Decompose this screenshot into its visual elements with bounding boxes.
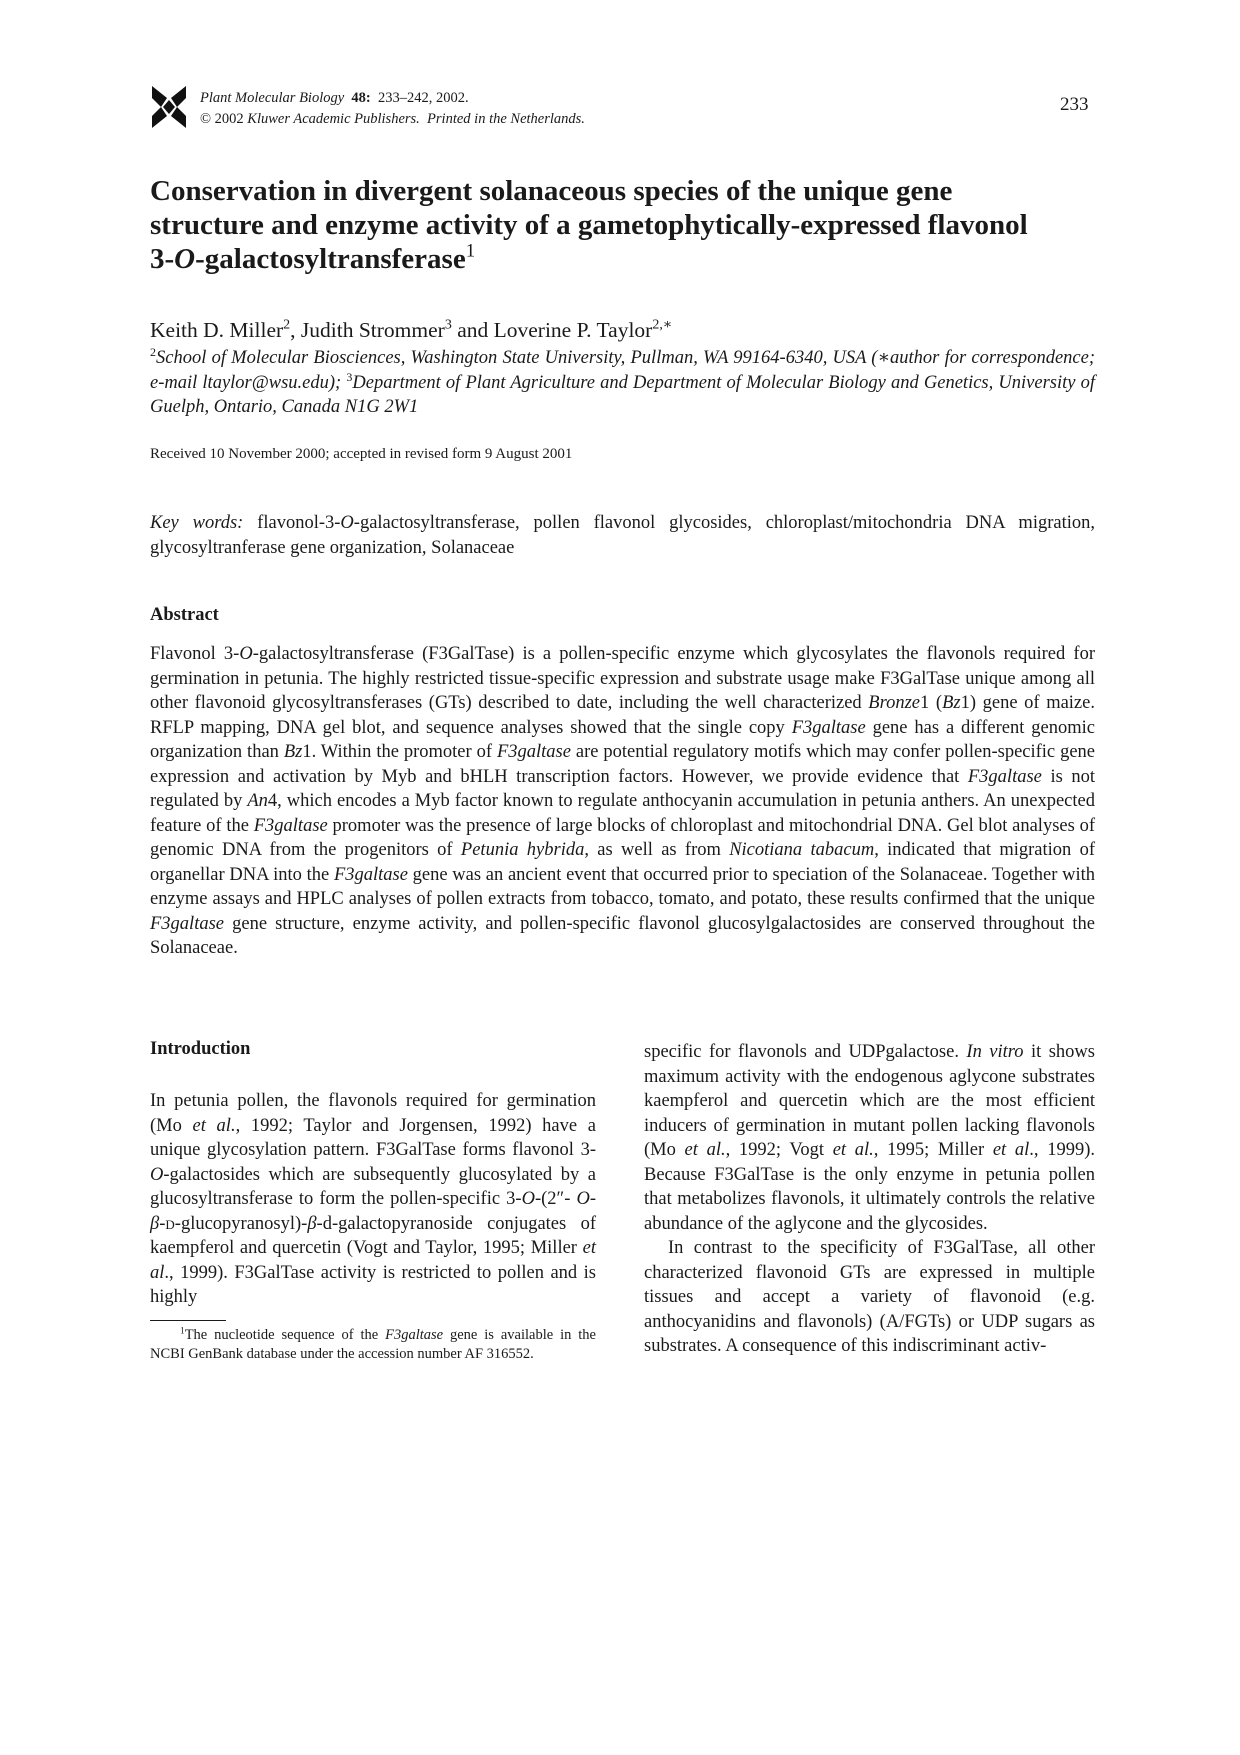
title-line-1: Conservation in divergent solanaceous species of the unique gene [150, 175, 953, 207]
author-3-affiliation: 2,∗ [652, 317, 673, 333]
body-italic: O [521, 1189, 535, 1209]
keywords-text-2: -galactosyltransferase, pollen flavonol glycosides, chloroplast/mitochondria DNA migration, glycosyltranferase gene organization, Solanaceae [150, 513, 1095, 558]
footnote-rule [150, 1320, 226, 1321]
publisher-name: Kluwer Academic Publishers. [247, 111, 420, 127]
introduction-heading: Introduction [150, 1039, 251, 1059]
author-list [150, 317, 672, 343]
abstract-text: 4, which encodes a Myb factor known to regulate anthocyanin accumulation in petunia anthers. An unexpected feature of the [150, 791, 1095, 836]
abstract-italic: O [239, 644, 253, 664]
keywords-label: Key words: [150, 513, 244, 533]
abstract-italic: F3galtase [150, 913, 224, 934]
abstract-italic: Bz [283, 742, 303, 762]
abstract-heading: Abstract [150, 605, 219, 625]
body-text: -galactosides which are subsequently glucosylated by a glucosyltransferase to form the pollen-specific 3- [150, 1164, 596, 1209]
footnote [150, 1326, 596, 1364]
abstract-italic: Petunia hybrida [460, 840, 585, 860]
author-2: , Judith Strommer [290, 318, 445, 342]
body-text: , 1992; Taylor and Jorgensen, 1992) have a unique glycosylation pattern. F3GalTase forms flavonol 3- [150, 1115, 596, 1160]
body-italic: et al [992, 1140, 1030, 1160]
footnote-text: The nucleotide sequence of the [184, 1327, 386, 1343]
abstract-italic: F3galtase [791, 717, 866, 738]
abstract-text: Flavonol 3- [150, 644, 240, 664]
author-1-affiliation: 2 [283, 317, 291, 333]
keywords-italic-1: O [340, 513, 354, 533]
body-text: - [159, 1213, 166, 1234]
body-small-caps: d [165, 1213, 175, 1234]
affiliation-mark-2: 2 [150, 344, 157, 359]
affiliations [150, 346, 1095, 420]
copyright-line [200, 109, 900, 130]
introduction-right-column [644, 1040, 1095, 1359]
journal-citation [200, 88, 900, 109]
abstract-italic: F3galtase [967, 766, 1042, 787]
paper-title [150, 174, 1110, 276]
journal-volume: 48: [351, 90, 371, 106]
body-italic: et al. [192, 1115, 236, 1136]
abstract-italic: Nicotiana tabacum [729, 840, 875, 860]
journal-name: Plant Molecular Biology [200, 90, 345, 106]
journal-header [200, 88, 900, 130]
abstract-text: is not regulated by [150, 766, 1095, 811]
author-3: and Loverine P. Taylor [451, 318, 653, 342]
body-text: specific for flavonols and UDPgalactose. [644, 1042, 967, 1062]
body-italic: O [576, 1189, 590, 1209]
body-italic: β [150, 1213, 160, 1234]
abstract-italic: F3galtase [333, 864, 408, 885]
body-text: -glucopyranosyl)- [174, 1213, 308, 1234]
printed-note: Printed in the Netherlands. [427, 111, 585, 127]
author-1: Keith D. Miller [150, 318, 284, 342]
author-2-affiliation: 3 [444, 317, 452, 333]
abstract-text: 1. Within the promoter of [302, 742, 497, 762]
journal-pages: 233–242, 2002. [378, 90, 469, 106]
copyright-year: © 2002 [200, 111, 244, 127]
abstract-text: promoter was the presence of large blocks of chloroplast and mitochondrial DNA. Gel blot analyses of genomic DNA from the progenitors of [150, 815, 1096, 860]
received-dates: Received 10 November 2000; accepted in revised form 9 August 2001 [150, 446, 573, 462]
abstract-text: , indicated that migration of organellar DNA into the [150, 840, 1096, 885]
abstract-italic: F3galtase [496, 742, 571, 762]
body-italic: O [150, 1164, 164, 1185]
affiliation-mark-3: 3 [346, 369, 353, 384]
title-line-3-suffix: -galactosyltransferase [195, 243, 466, 275]
footnote-mark: 1 [180, 1326, 185, 1337]
publisher-logo-icon [150, 84, 188, 130]
abstract-italic: An [247, 791, 268, 811]
body-italic: et al. [832, 1140, 874, 1160]
affiliation-text-2: School of Molecular Biosciences, Washington State University, Pullman, WA 99164-6340, USA (∗author for correspondence; e-mail ltaylor@wsu.edu); [150, 348, 1095, 393]
abstract-text: gene was an ancient event that occurred prior to speciation of the Solanaceae. Together with enzyme assays and HPLC analyses of pollen extracts from tobacco, tomato, and potato, these results confirmed that the unique [150, 864, 1095, 909]
body-text: -d-galactopyranoside conjugates of kaempferol and quercetin (Vogt and Taylor, 1995; Miller [150, 1213, 596, 1258]
keywords [150, 511, 1095, 560]
body-text: -(2″- [534, 1189, 577, 1209]
body-italic: et al [150, 1238, 596, 1283]
body-italic: et al. [684, 1140, 726, 1160]
abstract-text: are potential regulatory motifs which may confer pollen-specific gene expression and activation by Myb and bHLH transcription factors. However, we provide evidence that [150, 742, 1095, 787]
title-line-2: structure and enzyme activity of a gametophytically-expressed flavonol [150, 209, 1028, 241]
footnote-italic: F3galtase [385, 1327, 444, 1343]
body-text: ., 1999). F3GalTase activity is restricted to pollen and is highly [150, 1262, 596, 1307]
footnote-text: gene is available in the NCBI GenBank database under the accession number AF 316552. [150, 1327, 596, 1362]
abstract-italic: F3galtase [253, 815, 328, 836]
page-number: 233 [1060, 94, 1089, 115]
affiliation-text-3: Department of Plant Agriculture and Department of Molecular Biology and Genetics, University of Guelph, Ontario, Canada N1G 2W1 [150, 372, 1096, 417]
body-text: In petunia pollen, the flavonols required for germination (Mo [150, 1091, 596, 1136]
keywords-text-1: flavonol-3- [243, 513, 341, 533]
abstract-text: 1 ( [920, 693, 943, 713]
title-line-3-italic: O [174, 243, 196, 275]
abstract-text: -galactosyltransferase (F3GalTase) is a pollen-specific enzyme which glycosylates the flavonols required for germination in petunia. The highly restricted tissue-specific expression and substrate usage make F3GalTase unique among all other flavonoid glycosyltransferases (GTs) described to date, including the well characterized [150, 644, 1095, 713]
abstract-italic: Bronze [868, 693, 921, 713]
abstract-italic: Bz [942, 693, 961, 713]
title-footnote-mark: 1 [465, 240, 476, 262]
abstract-text: gene has a different genomic organization than [150, 717, 1095, 762]
abstract-text: gene structure, enzyme activity, and pollen-specific flavonol glucosylgalactosides are conserved throughout the Solanaceae. [150, 913, 1095, 958]
body-text: , 1992; Vogt [725, 1140, 833, 1160]
body-text: , 1995; Miller [873, 1140, 993, 1160]
abstract-text: , as well as from [584, 840, 730, 860]
body-text: - [589, 1189, 597, 1209]
right-paragraph-1 [644, 1040, 1095, 1236]
introduction-left-column [150, 1089, 596, 1310]
body-text: ., 1999). Because F3GalTase is the only enzyme in petunia pollen that metabolizes flavonols, it ultimately controls the relative abundance of the aglycone and the glycosides. [644, 1140, 1096, 1234]
title-line-3-prefix: 3- [150, 243, 175, 275]
abstract-body [150, 642, 1095, 961]
body-italic: β [307, 1213, 317, 1234]
body-italic: In vitro [966, 1042, 1024, 1062]
body-text: it shows maximum activity with the endogenous aglycone substrates kaempferol and quercetin which are the most efficient inducers of germination in mutant pollen lacking flavonols (Mo [644, 1042, 1095, 1160]
right-paragraph-2: In contrast to the specificity of F3GalTase, all other characterized flavonoid GTs are expressed in multiple tissues and accept a variety of flavonoid (e.g. anthocyanidins and flavonols) (A/FGTs) or UDP sugars as substrates. A consequence of this indiscriminant activ- [644, 1238, 1095, 1356]
abstract-text: 1) gene of maize. RFLP mapping, DNA gel blot, and sequence analyses showed that the single copy [150, 693, 1095, 738]
